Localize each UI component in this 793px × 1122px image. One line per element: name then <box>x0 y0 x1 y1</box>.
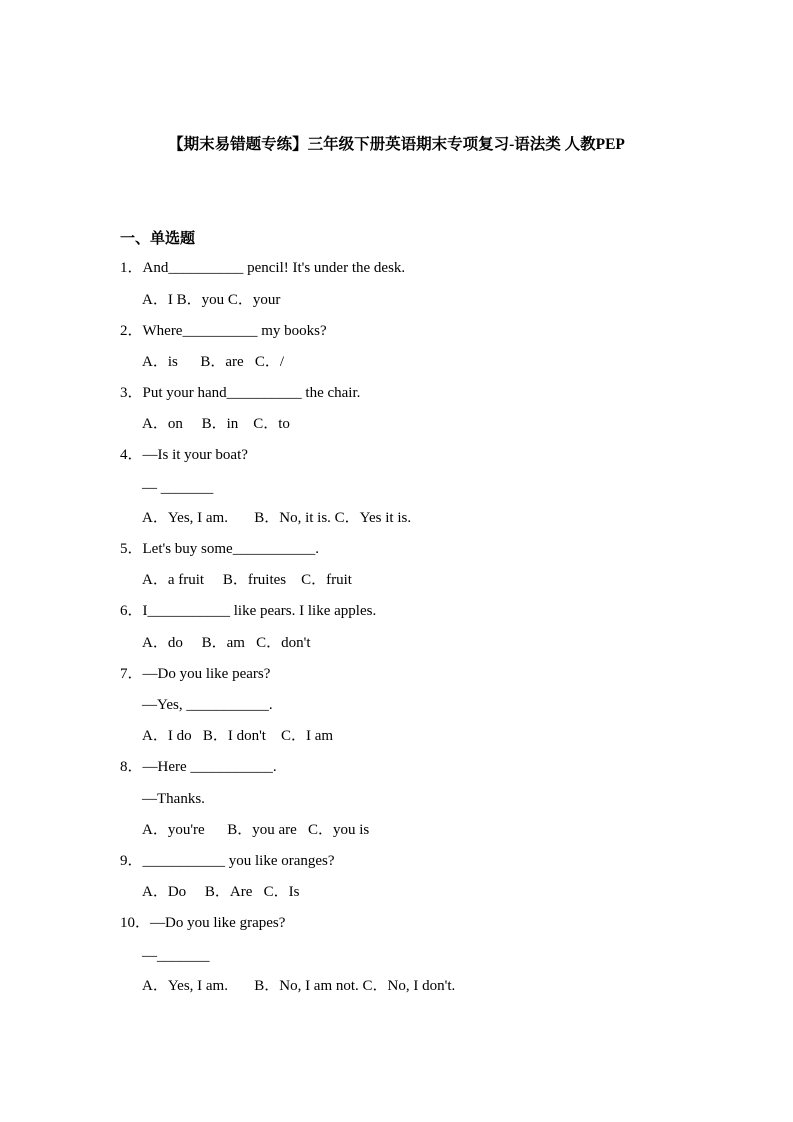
question-4-stem: 4．—Is it your boat? <box>120 447 248 463</box>
question-4-options: A．Yes, I am. B．No, it is. C．Yes it is. <box>142 510 412 526</box>
question-7-stem: 7．—Do you like pears? <box>120 666 271 682</box>
question-5-stem: 5．Let's buy some___________. <box>120 541 319 557</box>
question-6-stem: 6．I___________ like pears. I like apples. <box>120 603 377 619</box>
question-3-stem: 3．Put your hand__________ the chair. <box>120 385 361 401</box>
question-10-reply: —_______ <box>142 948 210 964</box>
question-10-options: A．Yes, I am. B．No, I am not. C．No, I don't. <box>142 978 456 994</box>
question-3-options: A．on B．in C．to <box>142 416 290 432</box>
question-7-options: A．I do B．I don't C．I am <box>142 728 334 744</box>
question-6-options: A．do B．am C．don't <box>142 635 311 651</box>
question-9-stem: 9．___________ you like oranges? <box>120 853 335 869</box>
section-heading: 一、单选题 <box>120 231 196 247</box>
question-8-stem: 8．—Here ___________. <box>120 759 277 775</box>
question-2-options: A．is B．are C．/ <box>142 354 285 370</box>
question-2-stem: 2．Where__________ my books? <box>120 323 327 339</box>
question-1-options: A．I B．you C．your <box>142 292 281 308</box>
question-8-reply: —Thanks. <box>142 791 205 807</box>
question-5-options: A．a fruit B．fruites C．fruit <box>142 572 352 588</box>
question-9-options: A．Do B．Are C．Is <box>142 884 300 900</box>
question-7-reply: —Yes, ___________. <box>142 697 273 713</box>
question-8-options: A．you're B．you are C．you is <box>142 822 370 838</box>
question-4-reply: — _______ <box>142 480 214 496</box>
document-title: 【期末易错题专练】三年级下册英语期末专项复习-语法类 人教PEP <box>168 136 625 153</box>
question-1-stem: 1．And__________ pencil! It's under the desk. <box>120 260 406 276</box>
question-10-stem: 10．—Do you like grapes? <box>120 915 286 931</box>
